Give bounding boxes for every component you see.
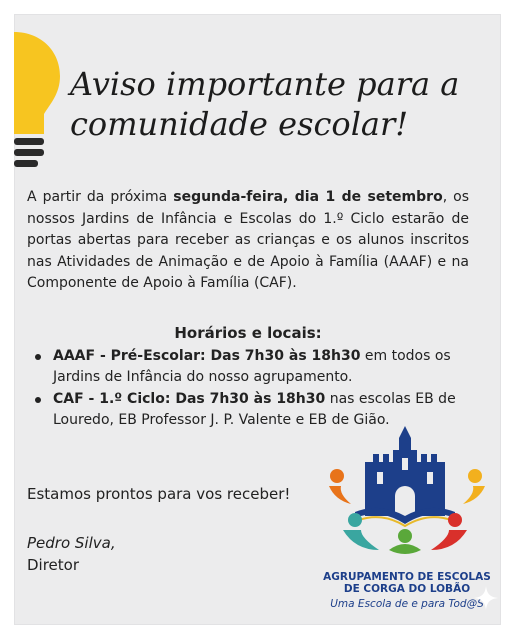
notice-title [70, 64, 490, 144]
logo-name [316, 571, 498, 595]
title-line-1: Aviso importante para a [70, 65, 460, 103]
bullet-icon [35, 397, 41, 403]
schedule-item-text: em todos os Jardins de Infância do nosso agrupamento. [53, 348, 451, 385]
sparkle-icon [474, 586, 498, 610]
school-castle-logo [325, 420, 495, 570]
intro-text-1: A partir da próxima [27, 189, 174, 205]
logo-name-line-1: AGRUPAMENTO DE ESCOLAS [323, 571, 491, 583]
schedule-item-text: nas escolas EB de Louredo, EB Professor J. P. Valente e EB de Gião. [53, 391, 456, 428]
closing-text: Estamos prontos para vos receber! [27, 485, 291, 503]
signature-role: Diretor [27, 556, 80, 574]
schedule-heading: Horários e locais: [174, 324, 322, 342]
title-line-2: comunidade escolar! [70, 105, 409, 143]
intro-paragraph [27, 187, 469, 295]
schedule-item-bold: CAF - 1.º Ciclo: Das 7h30 às 18h30 [53, 391, 326, 407]
logo-name-line-2: DE CORGA DO LOBÃO [343, 583, 471, 595]
logo-tagline: Uma Escola de e para Tod@S [330, 598, 484, 610]
schedule-item-bold: AAAF - Pré-Escolar: Das 7h30 às 18h30 [53, 348, 361, 364]
bullet-icon [35, 354, 41, 360]
signature-name: Pedro Silva, [27, 534, 116, 552]
intro-text-2: , os nossos Jardins de Infância e Escolas do 1.º Ciclo estarão de portas abertas para receber as crianças e os alunos inscritos nas Atividades de Animação e de Apoio à Família (AAAF) e na Componente de Apoio à Família (CAF). [27, 189, 469, 291]
intro-date: segunda-feira, dia 1 de setembro [173, 189, 443, 205]
list-item [27, 346, 457, 388]
lightbulb-icon [14, 30, 62, 170]
